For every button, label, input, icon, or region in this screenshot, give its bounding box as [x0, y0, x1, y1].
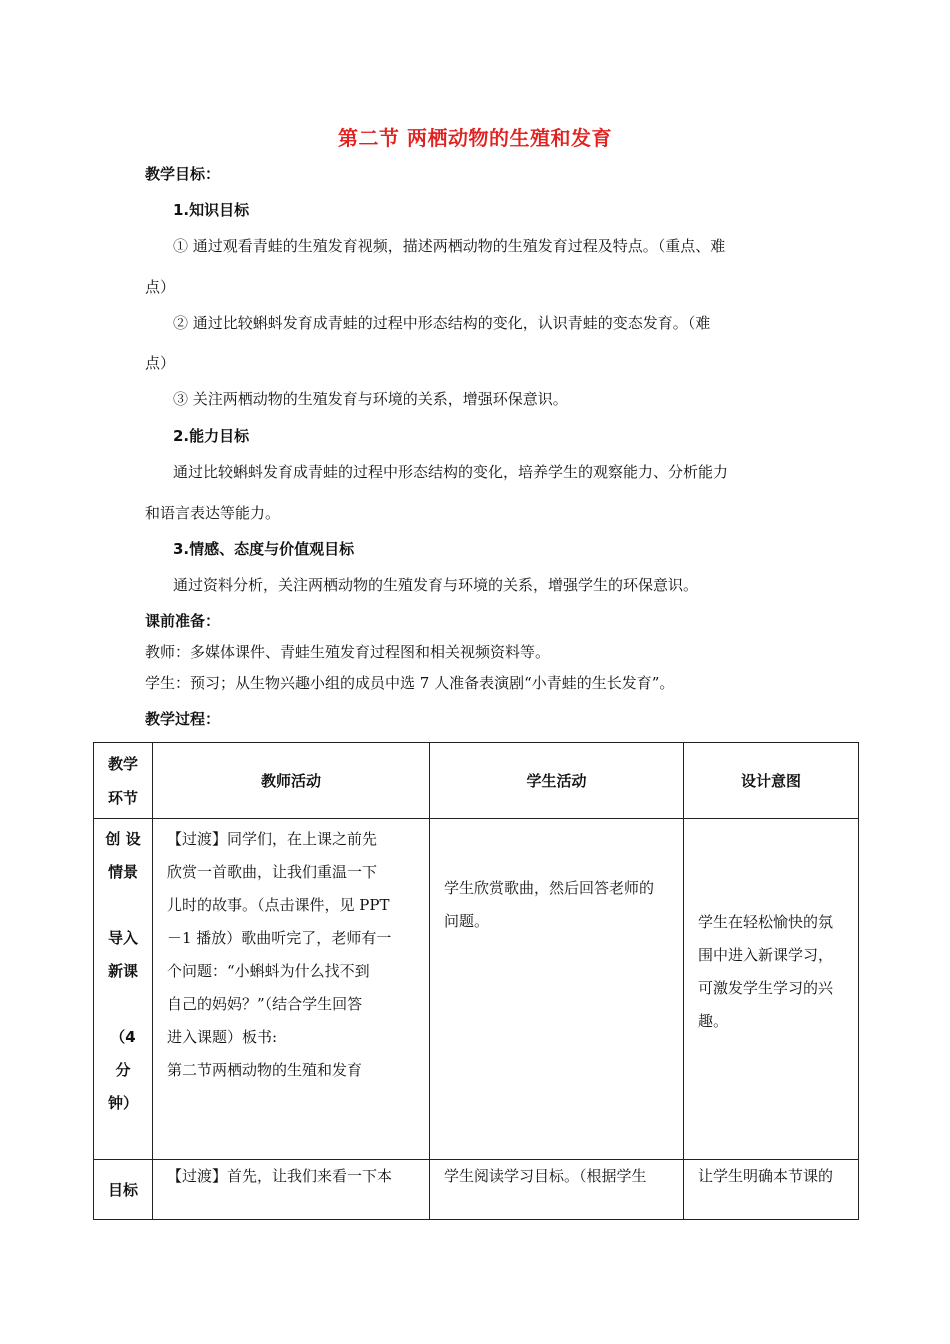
- ability-goal-line-1: 通过比较蝌蚪发育成青蛙的过程中形态结构的变化，培养学生的观察能力、分析能力: [173, 463, 729, 481]
- ability-goal-heading: 2.能力目标: [173, 427, 250, 445]
- prep-teacher: 教师：多媒体课件、青蛙生殖发育过程图和相关视频资料等。: [145, 643, 551, 661]
- prep-student: 学生：预习；从生物兴趣小组的成员中选 7 人准备表演剧“小青蛙的生长发育”。: [145, 674, 675, 692]
- design-intent-cell: [684, 819, 859, 1160]
- stage-cell: [94, 1160, 153, 1220]
- student-activity-text: 学生欣赏歌曲，然后回答老师的 问题。: [444, 879, 655, 930]
- student-activity-text: 学生阅读学习目标。（根据学生: [444, 1167, 647, 1185]
- knowledge-goal-heading: 1.知识目标: [173, 201, 250, 219]
- knowledge-goal-2-line-1: ② 通过比较蝌蚪发育成青蛙的过程中形态结构的变化，认识青蛙的变态发育。（难: [173, 314, 711, 332]
- design-intent-text: 学生在轻松愉快的氛 围中进入新课学习， 可激发学生学习的兴 趣。: [698, 913, 834, 1030]
- process-heading: 教学过程：: [145, 710, 221, 728]
- design-intent-cell: [684, 1160, 859, 1220]
- teacher-activity-cell: [153, 819, 430, 1160]
- table-header-row: [94, 743, 859, 819]
- header-design-intent: 设计意图: [684, 743, 859, 819]
- teacher-activity-text: 【过渡】首先，让我们来看一下本: [167, 1167, 393, 1185]
- knowledge-goal-1-line-2: 点）: [145, 278, 176, 296]
- table-row: [94, 819, 859, 1160]
- process-table: [93, 742, 859, 1220]
- knowledge-goal-3: ③ 关注两栖动物的生殖发育与环境的关系，增强环保意识。: [173, 390, 568, 408]
- document-title: 第二节 两栖动物的生殖和发育: [338, 126, 612, 150]
- prep-heading: 课前准备：: [145, 612, 221, 630]
- table-row: [94, 1160, 859, 1220]
- knowledge-goal-2-line-2: 点）: [145, 354, 176, 372]
- teacher-activity-text: 【过渡】同学们，在上课之前先 欣赏一首歌曲，让我们重温一下 儿时的故事。（点击课件，见 PPT －1 播放）歌曲听完了，老师有一 个问题：“小蝌蚪为什么找不到 自己的妈妈？”（结合学生回答 进入课题）板书: 第二节两栖动物的生殖和发育: [167, 830, 392, 1079]
- knowledge-goal-1-line-1: ① 通过观看青蛙的生殖发育视频，描述两栖动物的生殖发育过程及特点。（重点、难: [173, 237, 726, 255]
- student-activity-cell: [430, 1160, 684, 1220]
- header-teacher-activity: 教师活动: [153, 743, 430, 819]
- header-student-activity: 学生活动: [430, 743, 684, 819]
- emotion-goal-text: 通过资料分析，关注两栖动物的生殖发育与环境的关系，增强学生的环保意识。: [173, 576, 699, 594]
- header-stage: 教学 环节: [94, 743, 153, 819]
- stage-text: 目标: [107, 1181, 138, 1199]
- design-intent-text: 让学生明确本节课的: [698, 1167, 834, 1185]
- student-activity-cell: [430, 819, 684, 1160]
- teacher-activity-cell: [153, 1160, 430, 1220]
- emotion-goal-heading: 3.情感、态度与价值观目标: [173, 540, 355, 558]
- goals-heading: 教学目标：: [145, 165, 221, 183]
- ability-goal-line-2: 和语言表达等能力。: [145, 504, 281, 522]
- stage-cell: [94, 819, 153, 1160]
- stage-text: 创 设 情景 导入 新课 （4 分 钟）: [105, 830, 141, 1112]
